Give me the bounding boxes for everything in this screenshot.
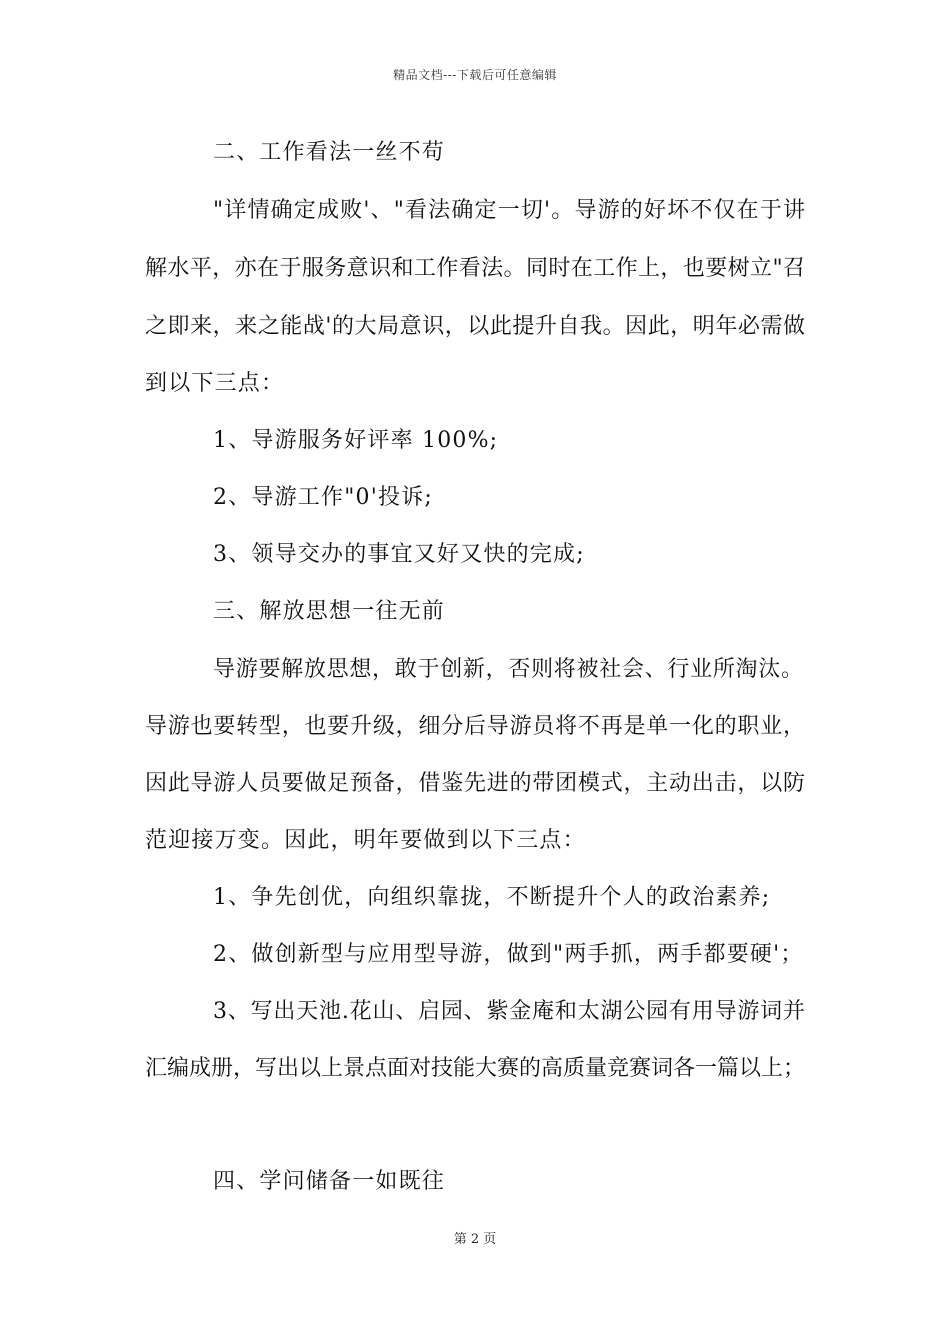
section-heading-3: 三、解放思想一往无前 [213, 599, 446, 624]
page-header: 精品文档---下载后可任意编辑 [393, 68, 557, 82]
paragraph-line: 导游也要转型，也要升级，细分后导游员将不再是单一化的职业， [145, 714, 805, 739]
list-item: 1、导游服务好评率 100%; [213, 428, 499, 453]
list-item: 2、做创新型与应用型导游，做到"两手抓，两手都要硬'； [213, 942, 804, 967]
section-heading-2: 二、工作看法一丝不苟 [213, 140, 446, 165]
page-number: 第 2 页 [453, 1232, 497, 1247]
list-item: 2、导游工作"0'投诉; [213, 485, 433, 510]
paragraph-line: 范迎接万变。因此，明年要做到以下三点： [145, 828, 586, 853]
paragraph-line: 汇编成册，写出以上景点面对技能大赛的高质量竞赛词各一篇以上； [145, 1056, 806, 1081]
paragraph-line: 解水平，亦在于服务意识和工作看法。同时在工作上，也要树立"召 [145, 256, 805, 281]
paragraph-line: 因此导游人员要做足预备，借鉴先进的带团模式，主动出击，以防 [145, 771, 805, 796]
paragraph-line: 到以下三点： [145, 371, 285, 396]
list-item: 3、写出天池.花山、启园、紫金庵和太湖公园有用导游词并 [213, 999, 805, 1024]
paragraph-line: 之即来，来之能战'的大局意识，以此提升自我。因此，明年必需做 [145, 314, 805, 339]
section-heading-4: 四、学问储备一如既往 [213, 1169, 446, 1194]
paragraph-line: "详情确定成败'、"看法确定一切'。导游的好坏不仅在于讲 [213, 198, 805, 223]
paragraph-line: 导游要解放思想，敢于创新，否则将被社会、行业所淘汰。 [213, 657, 803, 682]
list-item: 1、争先创优，向组织靠拢，不断提升个人的政治素养; [213, 885, 771, 910]
list-item: 3、领导交办的事宜又好又快的完成; [213, 542, 585, 567]
